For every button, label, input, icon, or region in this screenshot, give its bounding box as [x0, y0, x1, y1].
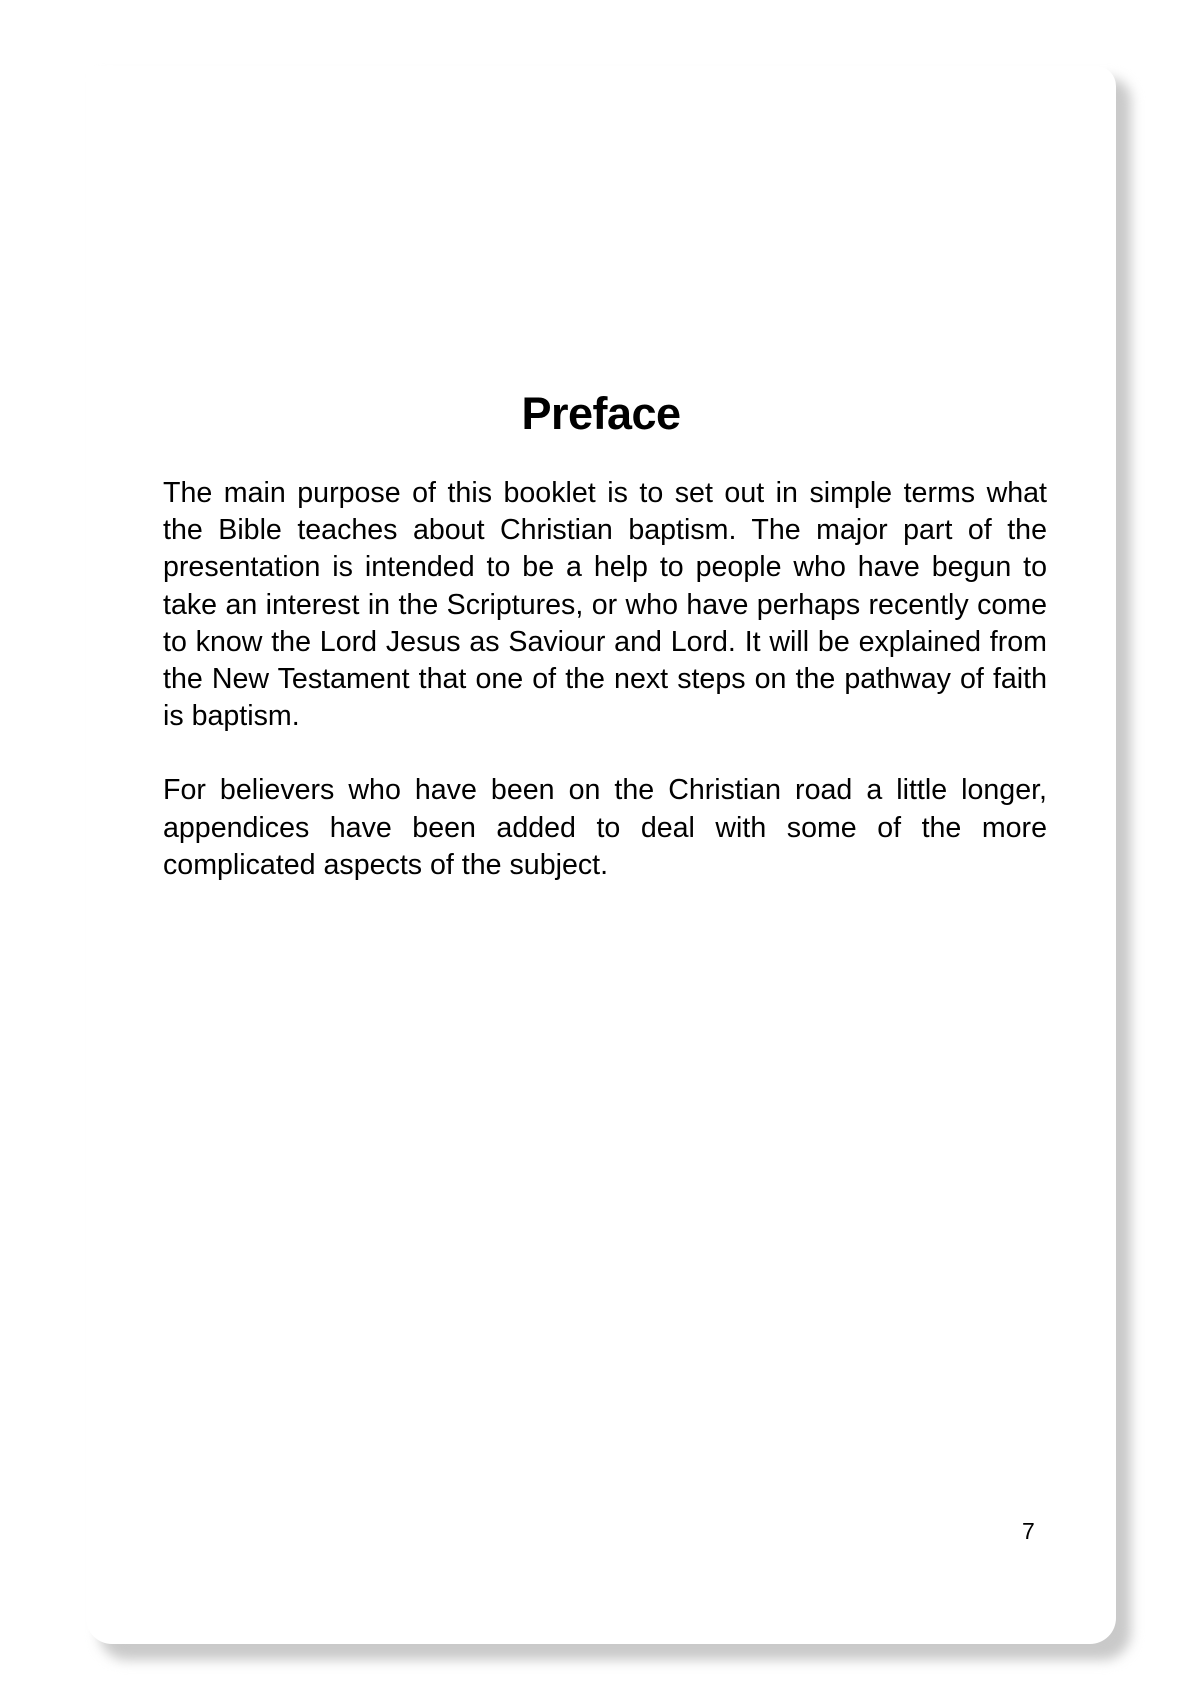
document-page [86, 66, 1116, 1644]
page-number: 7 [1022, 1518, 1035, 1544]
paragraph-appendices: For believers who have been on the Christian road a little longer, appendices have been added to deal with some of the more complicated aspects of the subject. [163, 774, 1047, 881]
paragraph-purpose: The main purpose of this booklet is to set out in simple terms what the Bible teaches about Christian baptism. The major part of the presentation is intended to be a help to people who have begun to take an interest in the Scriptures, or who have perhaps recently come to know the Lord Jesus as Saviour and Lord. It will be explained from the New Testament that one of the next steps on the pathway of faith is baptism. [163, 477, 1047, 733]
body-text [163, 475, 1047, 921]
page-title: Preface [521, 388, 681, 439]
